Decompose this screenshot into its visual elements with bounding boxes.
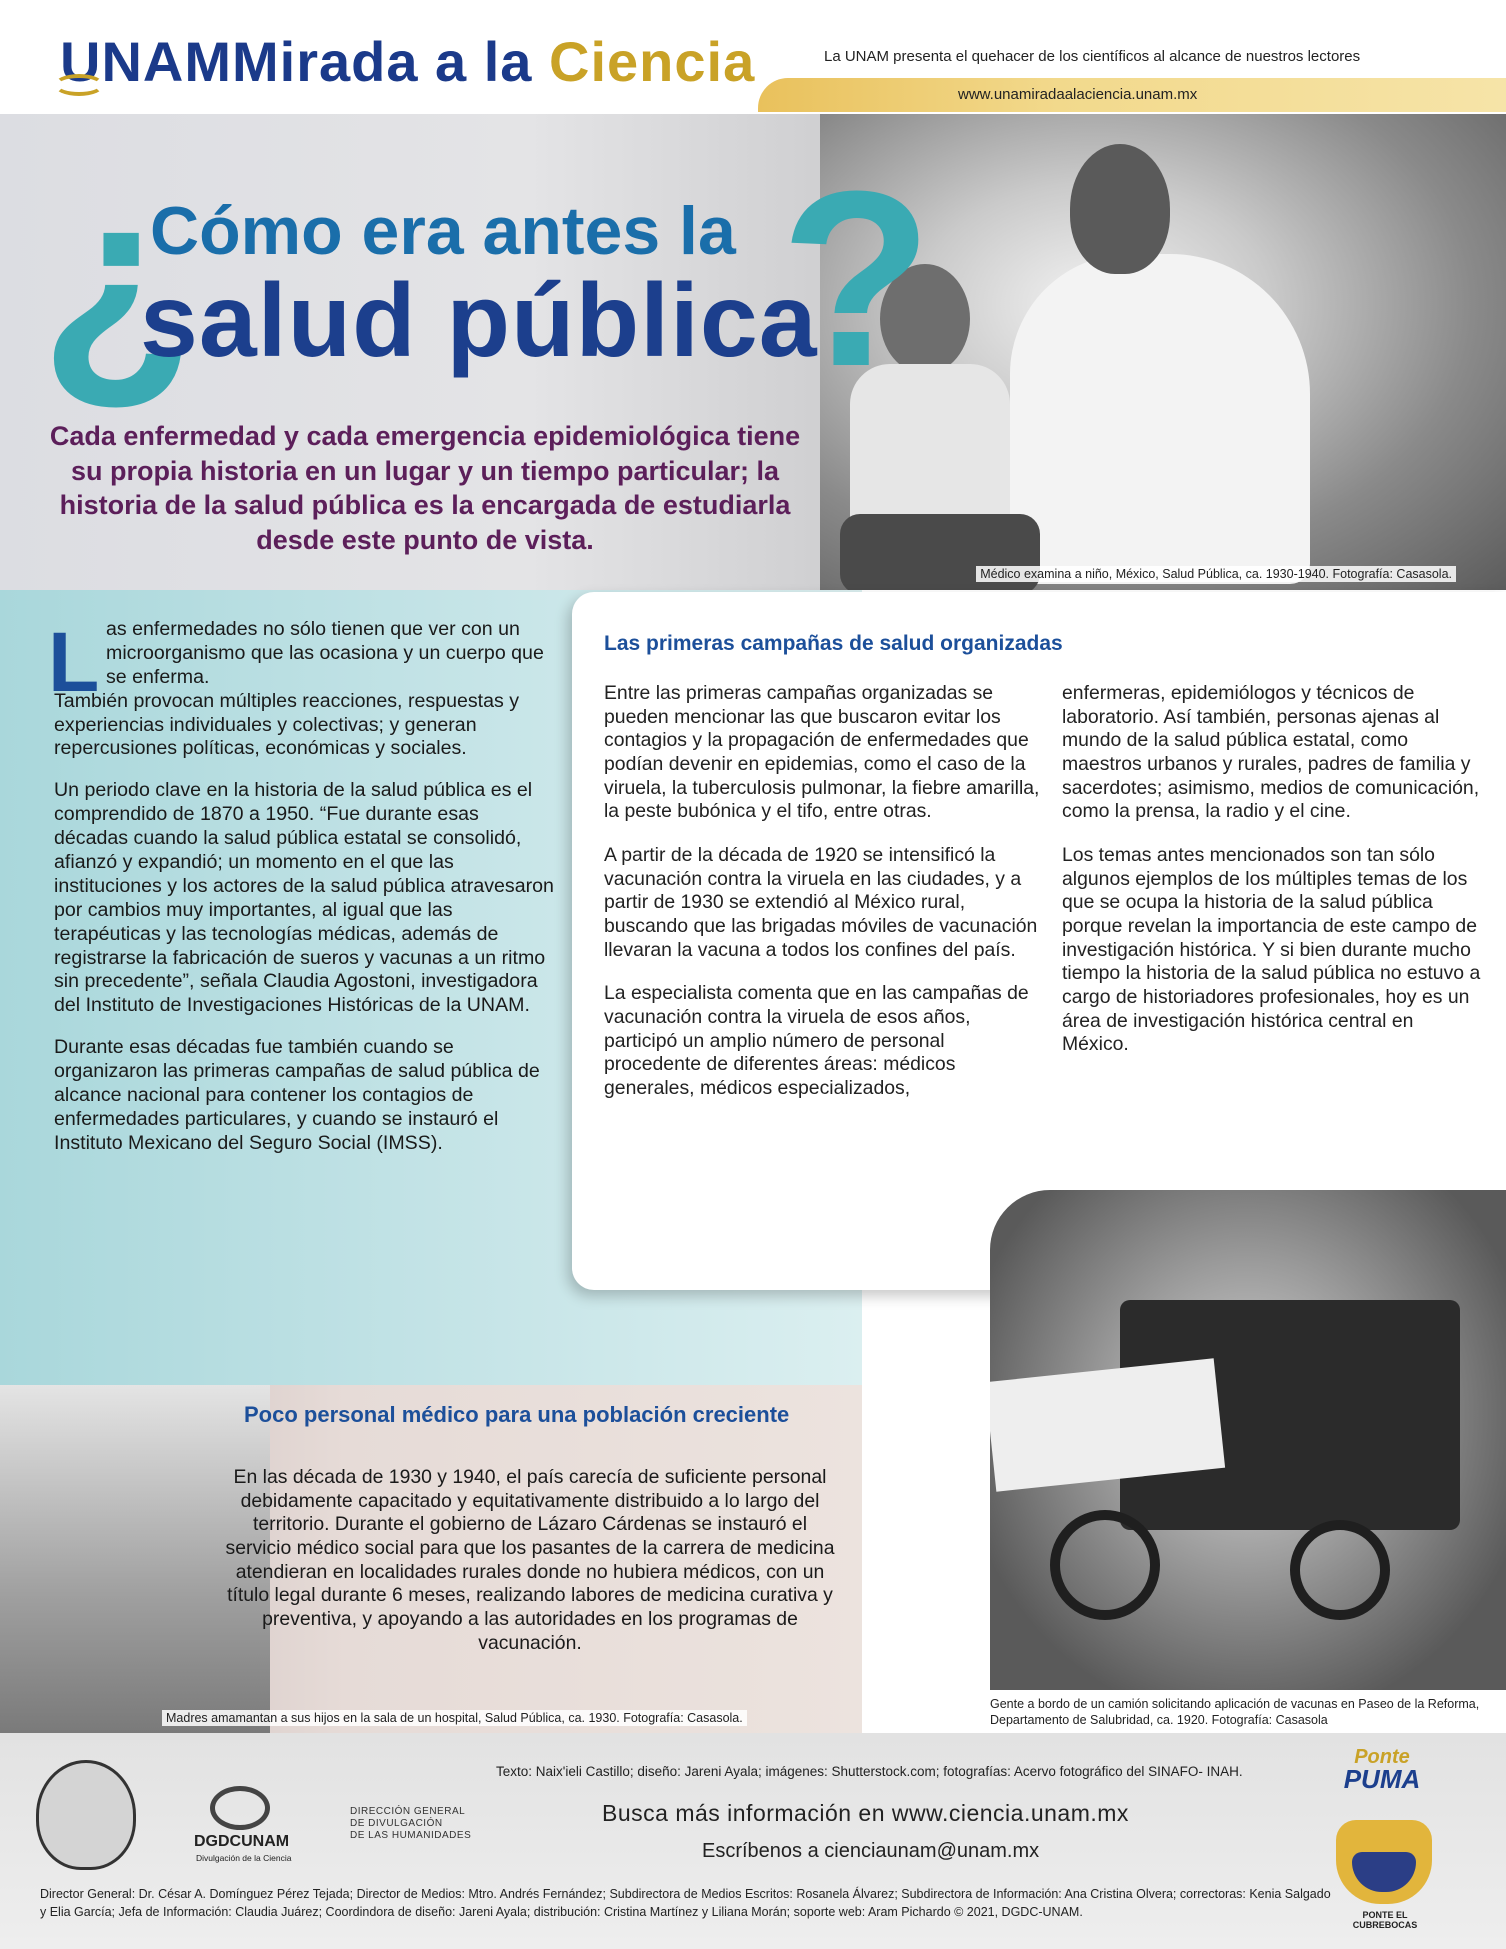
truck-wheel: [1050, 1510, 1160, 1620]
contact-email[interactable]: Escríbenos a cienciaunam@unam.mx: [702, 1840, 1040, 1862]
campaigns-paragraph: enfermeras, epidemiólogos y técnicos de laboratorio. Así también, personas ajenas al mundo de la salud pública estatal, como maestros urbanos y rurales, padres de familia y sacerdotes; asimismo, medios de comunicación, como la prensa, la radio y el cine.: [1062, 682, 1480, 823]
left-paragraph-1a: as enfermedades no sólo tienen que ver con un microorganismo que las ocasiona y un cuerpo que se enferma.: [106, 618, 544, 688]
left-paragraph-1: [54, 618, 554, 761]
logo-m: M: [231, 30, 280, 93]
left-paragraph-3: Durante esas décadas fue también cuando se organizaron las primeras campañas de salud pública de alcance nacional para contener los contagios de enfermedades particulares, y cuando se instauró el Instituto Mexicano del Seguro Social (IMSS).: [54, 1036, 540, 1154]
url-bar: [758, 78, 1506, 112]
doctor-head: [1070, 144, 1170, 274]
puma-ponte: Ponte: [1354, 1746, 1410, 1768]
ponte-puma-logo[interactable]: [1322, 1748, 1442, 1792]
dgdh-logo-text: DIRECCIÓN GENERAL DE DIVULGACIÓN DE LAS HUMANIDADES: [350, 1806, 472, 1841]
more-info-link[interactable]: Busca más información en www.ciencia.unam.mx: [602, 1800, 1129, 1826]
unamirada-logo[interactable]: [60, 30, 756, 93]
campaigns-paragraph: Los temas antes mencionados son tan sólo algunos ejemplos de los múltiples temas de los que se ocupa la historia de la salud pública porque revelan la importancia de este campo de investigación histórica. Y si bien durante mucho tiempo la historia de la salud pública no estuvo a cargo de historiadores profesionales, hoy es un área de investigación histórica central en México.: [1062, 844, 1481, 1056]
medical-staff-text: En las década de 1930 y 1940, el país carecía de suficiente personal debidamente capacitado y equitativamente distribuido a lo largo del territorio. Durante el gobierno de Lázaro Cárdenas se instauró el servicio médico social para que los pasantes de la carrera de medicina atendieran en localidades rurales donde no hubiera médicos, con un título legal durante 6 meses, realizando labores de medicina curativa y preventiva, y apoyando a las autoridades en los programas de vacunación.: [225, 1466, 835, 1654]
hospital-photo-caption: Madres amamantan a sus hijos en la sala de un hospital, Salud Pública, ca. 1930. Fotografía: Casasola.: [162, 1710, 747, 1726]
vaccine-truck-photo: [990, 1190, 1506, 1690]
dgdc-subtitle: Divulgación de la Ciencia: [196, 1853, 292, 1863]
unam-seal-icon[interactable]: [36, 1760, 136, 1870]
dgdc-logo-icon[interactable]: [210, 1786, 270, 1830]
truck-wheel: [1290, 1520, 1390, 1620]
hero-section: [0, 114, 1506, 590]
question-mark-close: ?: [780, 139, 933, 418]
puma-subtitle: PONTE EL CUBREBOCAS: [1352, 1910, 1418, 1930]
truck-photo-caption: Gente a bordo de un camión solicitando aplicación de vacunas en Paseo de la Reforma, Departamento de Salubridad, ca. 1920. Fotografía: Casasola: [990, 1697, 1480, 1728]
campaigns-paragraph: Entre las primeras campañas organizadas se pueden mencionar las que buscaron evitar los contagios y la propagación de enfermedades que podían devenir en epidemias, como el caso de la viruela, la tuberculosis pulmonar, la fiebre amarilla, la peste bubónica y el tifo, entre otras.: [604, 682, 1040, 823]
drop-cap: L: [48, 615, 100, 709]
page-header: [0, 0, 1506, 114]
hero-photo-caption: Médico examina a niño, México, Salud Pública, ca. 1930-1940. Fotografía: Casasola.: [976, 566, 1456, 582]
title-line-1: Cómo era antes la: [150, 193, 736, 269]
title-line-2: salud pública: [140, 263, 818, 379]
logo-ciencia: Ciencia: [549, 30, 756, 93]
puma-name: PUMA: [1343, 1764, 1421, 1794]
campaigns-paragraph: A partir de la década de 1920 se intensificó la vacunación contra la viruela en las ciudades, y a partir de 1930 se extendió al México rural, buscando que las brigadas móviles de vacunación llevaran la vacuna a todos los confines del país.: [604, 844, 1038, 961]
lead-paragraph: Cada enfermedad y cada emergencia epidemiológica tiene su propia historia en un lugar y un tiempo particular; la historia de la salud pública es la encargada de estudiarla desde este punto de vista.: [49, 421, 801, 555]
site-url[interactable]: www.unamiradaalaciencia.unam.mx: [958, 86, 1198, 103]
campaigns-title: Las primeras campañas de salud organizadas: [604, 632, 1063, 655]
left-paragraph-1b: También provocan múltiples reacciones, respuestas y experiencias individuales y colectivas; y generan repercusiones políticas, económicas y sociales.: [54, 689, 520, 760]
logo-unam: UNAM: [60, 30, 232, 93]
staff-credits: Director General: Dr. César A. Domínguez Pérez Tejada; Director de Medios: Mtro. Andrés Fernández; Subdirectora de Medios Escritos: Rosanela Álvarez; Subdirectora de Información: Ana Cristina Olvera; correctoras: Kenia Salgado y Elia García; Jefa de Información: Claudia Juárez; Coordindora de diseño: Jareni Ayala; distribución: Cristina Martínez y Liliana Morán; soporte web: Aram Pichardo © 2021, DGDC-UNAM.: [40, 1887, 1331, 1919]
logo-mid: irada a la: [279, 30, 550, 93]
doctor-figure: [1010, 254, 1310, 584]
dgdc-name: DGDCUNAM: [194, 1833, 290, 1850]
left-column-text: [54, 618, 554, 1174]
campaigns-column-a: [604, 682, 1044, 1121]
campaigns-column-b: [1062, 682, 1482, 1077]
medical-staff-title: Poco personal médico para una población creciente: [244, 1402, 790, 1427]
left-paragraph-2: Un periodo clave en la historia de la salud pública es el comprendido de 1870 a 1950. “Fue durante esas décadas cuando la salud pública estatal se consolidó, afianzó y expandió; un momento en el que las instituciones y los actores de la salud pública atravesaron por cambios muy importantes, al igual que las terapéuticas y las tecnologías médicas, además de registrarse la fabricación de sueros y vacunas a un ritmo sin precedente”, señala Claudia Agostoni, investigadora del Instituto de Investigaciones Históricas de la UNAM.: [54, 779, 554, 1017]
credits-line: Texto: Naix'ieli Castillo; diseño: Jareni Ayala; imágenes: Shutterstock.com; fotografías: Acervo fotográfico del SINAFO- INAH.: [496, 1764, 1243, 1779]
eye-icon: [54, 74, 104, 96]
campaigns-paragraph: La especialista comenta que en las campañas de vacunación contra la viruela de esos años, participó un amplio número de personal procedente de diferentes áreas: médicos generales, médicos especializados,: [604, 982, 1029, 1100]
tagline: La UNAM presenta el quehacer de los científicos al alcance de nuestros lectores: [824, 48, 1361, 65]
question-mark-open: ¿: [40, 139, 193, 418]
